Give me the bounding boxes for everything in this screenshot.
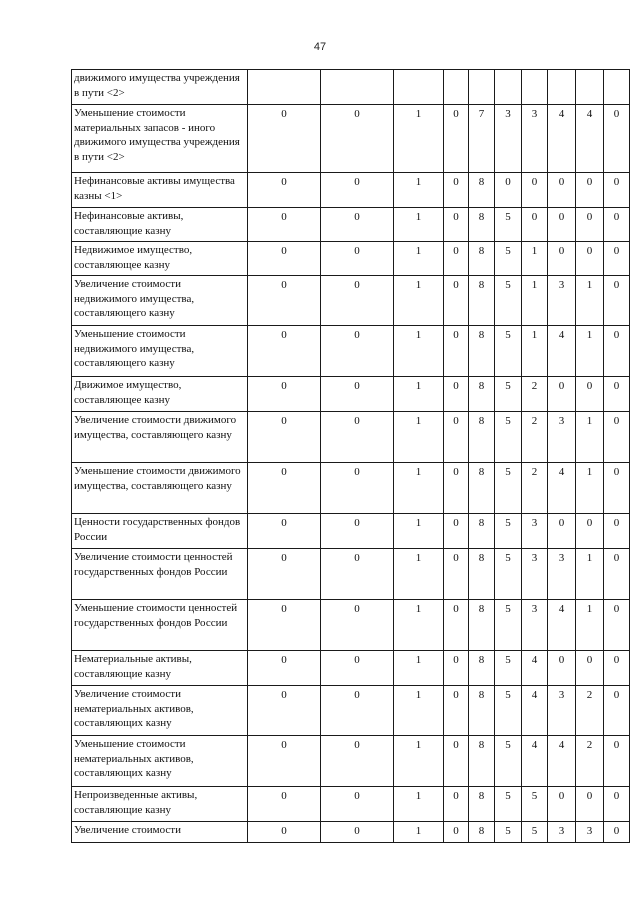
code-digit: 0 bbox=[321, 686, 394, 736]
code-digit: 0 bbox=[444, 822, 469, 843]
row-name: Недвижимое имущество, составляющее казну bbox=[72, 242, 248, 276]
code-digit: 0 bbox=[604, 651, 630, 686]
code-digit bbox=[576, 70, 604, 105]
code-digit: 7 bbox=[469, 105, 495, 173]
code-digit: 0 bbox=[522, 208, 548, 242]
row-name: Увеличение стоимости ценностей государственных фондов России bbox=[72, 549, 248, 600]
code-digit: 0 bbox=[444, 105, 469, 173]
code-digit: 0 bbox=[604, 463, 630, 514]
code-digit: 5 bbox=[495, 326, 522, 377]
code-digit: 0 bbox=[548, 377, 576, 412]
code-digit: 5 bbox=[495, 377, 522, 412]
code-digit: 0 bbox=[576, 173, 604, 208]
code-digit: 0 bbox=[444, 208, 469, 242]
code-digit: 3 bbox=[495, 105, 522, 173]
code-digit bbox=[495, 70, 522, 105]
code-digit: 8 bbox=[469, 242, 495, 276]
row-name: Уменьшение стоимости ценностей государственных фондов России bbox=[72, 600, 248, 651]
code-digit: 0 bbox=[321, 412, 394, 463]
code-digit: 1 bbox=[394, 736, 444, 787]
code-digit: 0 bbox=[548, 514, 576, 549]
table-row bbox=[72, 173, 630, 208]
code-digit: 1 bbox=[394, 686, 444, 736]
code-digit: 0 bbox=[444, 651, 469, 686]
code-digit: 0 bbox=[444, 463, 469, 514]
code-digit: 0 bbox=[604, 822, 630, 843]
code-digit: 1 bbox=[576, 600, 604, 651]
code-digit: 0 bbox=[321, 377, 394, 412]
code-digit: 0 bbox=[321, 242, 394, 276]
page-number: 47 bbox=[313, 41, 327, 53]
table-row bbox=[72, 208, 630, 242]
code-digit: 1 bbox=[576, 412, 604, 463]
code-digit: 8 bbox=[469, 412, 495, 463]
code-digit: 2 bbox=[522, 412, 548, 463]
code-digit: 8 bbox=[469, 276, 495, 326]
code-digit: 1 bbox=[394, 326, 444, 377]
code-digit: 5 bbox=[495, 463, 522, 514]
code-digit: 0 bbox=[604, 600, 630, 651]
code-digit: 0 bbox=[321, 549, 394, 600]
code-digit: 0 bbox=[248, 105, 321, 173]
code-digit: 1 bbox=[394, 600, 444, 651]
code-digit: 3 bbox=[576, 822, 604, 843]
code-digit: 0 bbox=[444, 173, 469, 208]
code-digit: 4 bbox=[548, 463, 576, 514]
code-digit: 0 bbox=[604, 549, 630, 600]
code-digit: 1 bbox=[394, 549, 444, 600]
code-digit: 5 bbox=[495, 686, 522, 736]
row-name: Непроизведенные активы, составляющие казну bbox=[72, 787, 248, 822]
code-digit: 0 bbox=[248, 514, 321, 549]
code-digit: 0 bbox=[495, 173, 522, 208]
code-digit: 0 bbox=[444, 787, 469, 822]
code-digit: 5 bbox=[495, 242, 522, 276]
code-digit: 0 bbox=[604, 208, 630, 242]
code-digit: 1 bbox=[394, 242, 444, 276]
code-digit: 3 bbox=[522, 105, 548, 173]
code-digit: 4 bbox=[576, 105, 604, 173]
row-name: Увеличение стоимости bbox=[72, 822, 248, 843]
code-digit: 0 bbox=[604, 787, 630, 822]
code-digit: 0 bbox=[248, 173, 321, 208]
table-row bbox=[72, 412, 630, 463]
code-digit: 1 bbox=[576, 276, 604, 326]
code-digit: 0 bbox=[321, 600, 394, 651]
code-digit: 0 bbox=[248, 208, 321, 242]
code-digit: 0 bbox=[444, 736, 469, 787]
code-digit: 3 bbox=[548, 276, 576, 326]
table-row bbox=[72, 651, 630, 686]
code-digit: 0 bbox=[321, 651, 394, 686]
code-digit: 0 bbox=[444, 377, 469, 412]
code-digit: 1 bbox=[576, 463, 604, 514]
table-row bbox=[72, 686, 630, 736]
table-body bbox=[72, 70, 630, 843]
code-digit: 4 bbox=[522, 651, 548, 686]
code-digit: 0 bbox=[444, 514, 469, 549]
code-digit: 0 bbox=[576, 651, 604, 686]
code-digit: 3 bbox=[548, 686, 576, 736]
table-row bbox=[72, 105, 630, 173]
code-digit: 0 bbox=[604, 105, 630, 173]
code-digit: 0 bbox=[576, 377, 604, 412]
code-digit bbox=[604, 70, 630, 105]
code-digit: 0 bbox=[248, 651, 321, 686]
code-digit: 0 bbox=[576, 514, 604, 549]
code-digit: 0 bbox=[604, 276, 630, 326]
code-digit: 1 bbox=[522, 326, 548, 377]
code-digit: 5 bbox=[495, 736, 522, 787]
code-digit: 5 bbox=[495, 822, 522, 843]
code-digit: 1 bbox=[394, 463, 444, 514]
code-digit: 0 bbox=[248, 600, 321, 651]
table-row bbox=[72, 463, 630, 514]
code-digit: 0 bbox=[248, 377, 321, 412]
code-digit: 0 bbox=[321, 514, 394, 549]
code-digit: 5 bbox=[495, 276, 522, 326]
code-digit: 8 bbox=[469, 787, 495, 822]
row-name: Уменьшение стоимости недвижимого имущества, составляющего казну bbox=[72, 326, 248, 377]
code-digit: 5 bbox=[495, 514, 522, 549]
code-digit: 2 bbox=[576, 686, 604, 736]
code-digit bbox=[444, 70, 469, 105]
code-digit: 8 bbox=[469, 208, 495, 242]
code-digit: 8 bbox=[469, 686, 495, 736]
table-row bbox=[72, 326, 630, 377]
code-digit: 8 bbox=[469, 377, 495, 412]
code-digit: 4 bbox=[548, 105, 576, 173]
row-name: Движимое имущество, составляющее казну bbox=[72, 377, 248, 412]
code-digit: 4 bbox=[548, 326, 576, 377]
table-row bbox=[72, 70, 630, 105]
code-digit: 0 bbox=[604, 377, 630, 412]
code-digit: 5 bbox=[522, 787, 548, 822]
code-digit: 2 bbox=[522, 377, 548, 412]
code-digit: 0 bbox=[548, 651, 576, 686]
code-digit: 0 bbox=[248, 549, 321, 600]
code-digit: 3 bbox=[522, 514, 548, 549]
code-digit: 2 bbox=[522, 463, 548, 514]
code-digit: 0 bbox=[548, 787, 576, 822]
code-digit: 1 bbox=[394, 412, 444, 463]
code-digit bbox=[522, 70, 548, 105]
code-digit bbox=[548, 70, 576, 105]
code-digit: 0 bbox=[248, 686, 321, 736]
code-digit: 0 bbox=[321, 326, 394, 377]
code-digit: 5 bbox=[495, 651, 522, 686]
code-digit: 8 bbox=[469, 600, 495, 651]
code-digit: 3 bbox=[548, 549, 576, 600]
table-row bbox=[72, 787, 630, 822]
code-digit: 0 bbox=[604, 514, 630, 549]
code-digit: 0 bbox=[248, 326, 321, 377]
code-digit: 1 bbox=[394, 173, 444, 208]
code-digit bbox=[469, 70, 495, 105]
code-digit: 0 bbox=[548, 208, 576, 242]
code-digit: 0 bbox=[604, 242, 630, 276]
code-digit: 8 bbox=[469, 651, 495, 686]
code-digit: 1 bbox=[394, 105, 444, 173]
code-digit: 1 bbox=[522, 276, 548, 326]
code-digit: 5 bbox=[495, 208, 522, 242]
code-digit: 3 bbox=[548, 412, 576, 463]
code-digit: 1 bbox=[394, 822, 444, 843]
code-digit: 0 bbox=[444, 412, 469, 463]
code-digit: 5 bbox=[495, 787, 522, 822]
code-digit: 0 bbox=[444, 600, 469, 651]
row-name: Увеличение стоимости нематериальных активов, составляющих казну bbox=[72, 686, 248, 736]
code-digit: 4 bbox=[522, 736, 548, 787]
code-digit: 0 bbox=[604, 173, 630, 208]
code-digit: 0 bbox=[604, 412, 630, 463]
code-digit: 4 bbox=[548, 600, 576, 651]
code-digit: 2 bbox=[576, 736, 604, 787]
code-digit: 0 bbox=[321, 787, 394, 822]
code-digit: 1 bbox=[394, 276, 444, 326]
code-digit: 0 bbox=[604, 686, 630, 736]
code-digit: 0 bbox=[321, 276, 394, 326]
code-digit: 1 bbox=[394, 651, 444, 686]
table-row bbox=[72, 736, 630, 787]
code-digit: 0 bbox=[248, 276, 321, 326]
code-digit: 3 bbox=[522, 549, 548, 600]
code-digit bbox=[394, 70, 444, 105]
code-digit: 4 bbox=[548, 736, 576, 787]
code-digit: 0 bbox=[248, 736, 321, 787]
code-digit: 8 bbox=[469, 326, 495, 377]
code-digit: 5 bbox=[522, 822, 548, 843]
code-digit: 4 bbox=[522, 686, 548, 736]
code-digit: 1 bbox=[394, 377, 444, 412]
code-digit: 0 bbox=[444, 549, 469, 600]
code-digit: 0 bbox=[522, 173, 548, 208]
code-digit: 0 bbox=[321, 208, 394, 242]
code-digit: 0 bbox=[444, 326, 469, 377]
table-row bbox=[72, 822, 630, 843]
code-digit: 0 bbox=[548, 173, 576, 208]
code-digit: 0 bbox=[444, 242, 469, 276]
code-digit: 5 bbox=[495, 600, 522, 651]
code-digit: 0 bbox=[321, 105, 394, 173]
code-digit: 0 bbox=[321, 822, 394, 843]
row-name: Уменьшение стоимости материальных запасов - иного движимого имущества учреждения в пути <2> bbox=[72, 105, 248, 173]
table-row bbox=[72, 377, 630, 412]
code-digit: 0 bbox=[248, 242, 321, 276]
table-row bbox=[72, 600, 630, 651]
code-digit: 1 bbox=[394, 514, 444, 549]
code-digit: 5 bbox=[495, 412, 522, 463]
row-name: Нефинансовые активы имущества казны <1> bbox=[72, 173, 248, 208]
code-digit: 0 bbox=[576, 208, 604, 242]
row-name: Увеличение стоимости движимого имущества, составляющего казну bbox=[72, 412, 248, 463]
code-digit: 0 bbox=[444, 686, 469, 736]
code-digit: 3 bbox=[522, 600, 548, 651]
code-digit: 8 bbox=[469, 463, 495, 514]
code-digit: 1 bbox=[394, 208, 444, 242]
code-digit bbox=[321, 70, 394, 105]
code-digit: 1 bbox=[576, 549, 604, 600]
code-digit: 0 bbox=[248, 822, 321, 843]
code-digit: 0 bbox=[321, 173, 394, 208]
code-digit: 1 bbox=[522, 242, 548, 276]
code-digit: 0 bbox=[576, 242, 604, 276]
code-digit: 1 bbox=[394, 787, 444, 822]
row-name: Уменьшение стоимости движимого имущества, составляющего казну bbox=[72, 463, 248, 514]
code-digit: 0 bbox=[576, 787, 604, 822]
row-name: Уменьшение стоимости нематериальных активов, составляющих казну bbox=[72, 736, 248, 787]
code-digit: 0 bbox=[248, 412, 321, 463]
code-digit: 5 bbox=[495, 549, 522, 600]
code-digit: 8 bbox=[469, 173, 495, 208]
row-name: движимого имущества учреждения в пути <2> bbox=[72, 70, 248, 105]
code-digit: 0 bbox=[248, 463, 321, 514]
code-digit: 1 bbox=[576, 326, 604, 377]
table-row bbox=[72, 242, 630, 276]
accounts-table bbox=[71, 69, 630, 843]
table-row bbox=[72, 549, 630, 600]
code-digit: 0 bbox=[604, 326, 630, 377]
code-digit: 0 bbox=[321, 463, 394, 514]
code-digit: 0 bbox=[604, 736, 630, 787]
code-digit: 0 bbox=[321, 736, 394, 787]
row-name: Нематериальные активы, составляющие казну bbox=[72, 651, 248, 686]
table-row bbox=[72, 276, 630, 326]
row-name: Ценности государственных фондов России bbox=[72, 514, 248, 549]
code-digit: 8 bbox=[469, 514, 495, 549]
code-digit: 0 bbox=[548, 242, 576, 276]
code-digit: 8 bbox=[469, 822, 495, 843]
code-digit: 0 bbox=[444, 276, 469, 326]
code-digit: 8 bbox=[469, 736, 495, 787]
row-name: Нефинансовые активы, составляющие казну bbox=[72, 208, 248, 242]
code-digit: 3 bbox=[548, 822, 576, 843]
code-digit: 0 bbox=[248, 787, 321, 822]
code-digit: 8 bbox=[469, 549, 495, 600]
table-row bbox=[72, 514, 630, 549]
row-name: Увеличение стоимости недвижимого имущества, составляющего казну bbox=[72, 276, 248, 326]
code-digit bbox=[248, 70, 321, 105]
